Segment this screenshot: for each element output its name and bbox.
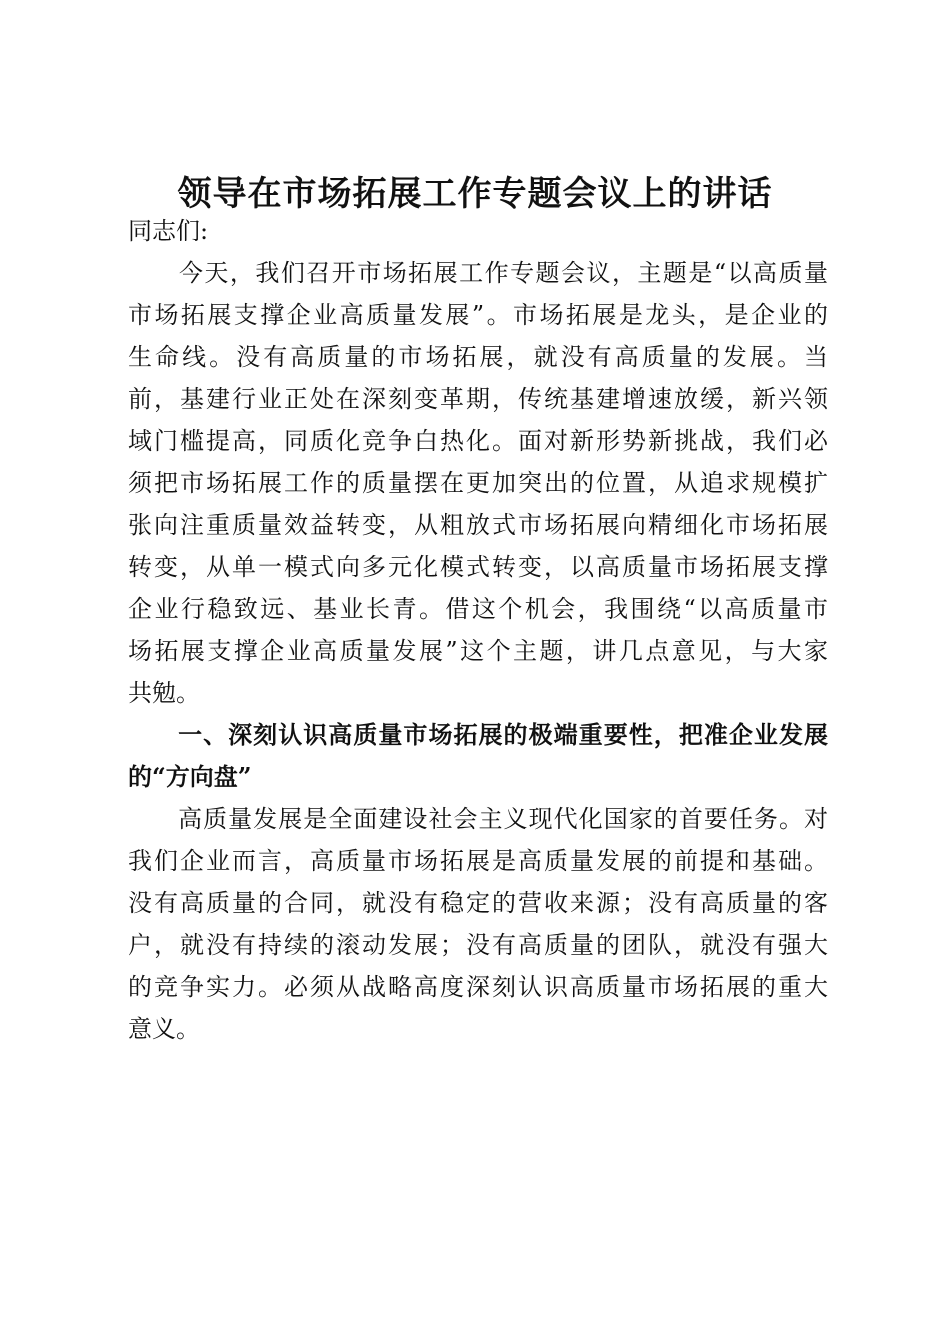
paragraph-line: 意义。 [128,1015,200,1043]
paragraph-line: 场拓展支撑企业高质量发展”这个主题，讲几点意见，与大家 [128,637,828,665]
paragraph-line: 市场拓展支撑企业高质量发展”。市场拓展是龙头，是企业的 [128,301,828,329]
heading-line: 的“方向盘” [128,762,252,791]
paragraph-line: 的竞争实力。必须从战略高度深刻认识高质量市场拓展的重大 [128,973,828,1001]
paragraph-line: 户，就没有持续的滚动发展；没有高质量的团队，就没有强大 [128,931,828,959]
paragraph-line: 企业行稳致远、基业长青。借这个机会，我围绕“以高质量市 [128,595,828,623]
paragraph-line: 高质量发展是全面建设社会主义现代化国家的首要任务。对 [128,805,828,833]
paragraph-section-1 [128,798,828,1050]
paragraph-line: 今天，我们召开市场拓展工作专题会议，主题是“以高质量 [128,259,828,287]
paragraph-line: 没有高质量的合同，就没有稳定的营收来源；没有高质量的客 [128,889,828,917]
document-title: 领导在市场拓展工作专题会议上的讲话 [177,174,773,214]
heading-line: 一、深刻认识高质量市场拓展的极端重要性，把准企业发展 [128,720,828,749]
paragraph-line: 前，基建行业正处在深刻变革期，传统基建增速放缓，新兴领 [128,385,828,413]
paragraph-line: 域门槛提高，同质化竞争白热化。面对新形势新挑战，我们必 [128,427,828,455]
paragraph-line: 张向注重质量效益转变，从粗放式市场拓展向精细化市场拓展 [128,511,828,539]
paragraph-intro [128,252,828,714]
paragraph-line: 须把市场拓展工作的质量摆在更加突出的位置，从追求规模扩 [128,469,828,497]
section-heading-1 [128,714,828,798]
paragraph-line: 我们企业而言，高质量市场拓展是高质量发展的前提和基础。 [128,847,828,875]
salutation: 同志们: [128,217,209,245]
paragraph-line: 共勉。 [128,679,200,707]
paragraph-line: 生命线。没有高质量的市场拓展，就没有高质量的发展。当 [128,343,828,371]
paragraph-line: 转变，从单一模式向多元化模式转变，以高质量市场拓展支撑 [128,553,828,581]
document-body [128,210,828,1050]
